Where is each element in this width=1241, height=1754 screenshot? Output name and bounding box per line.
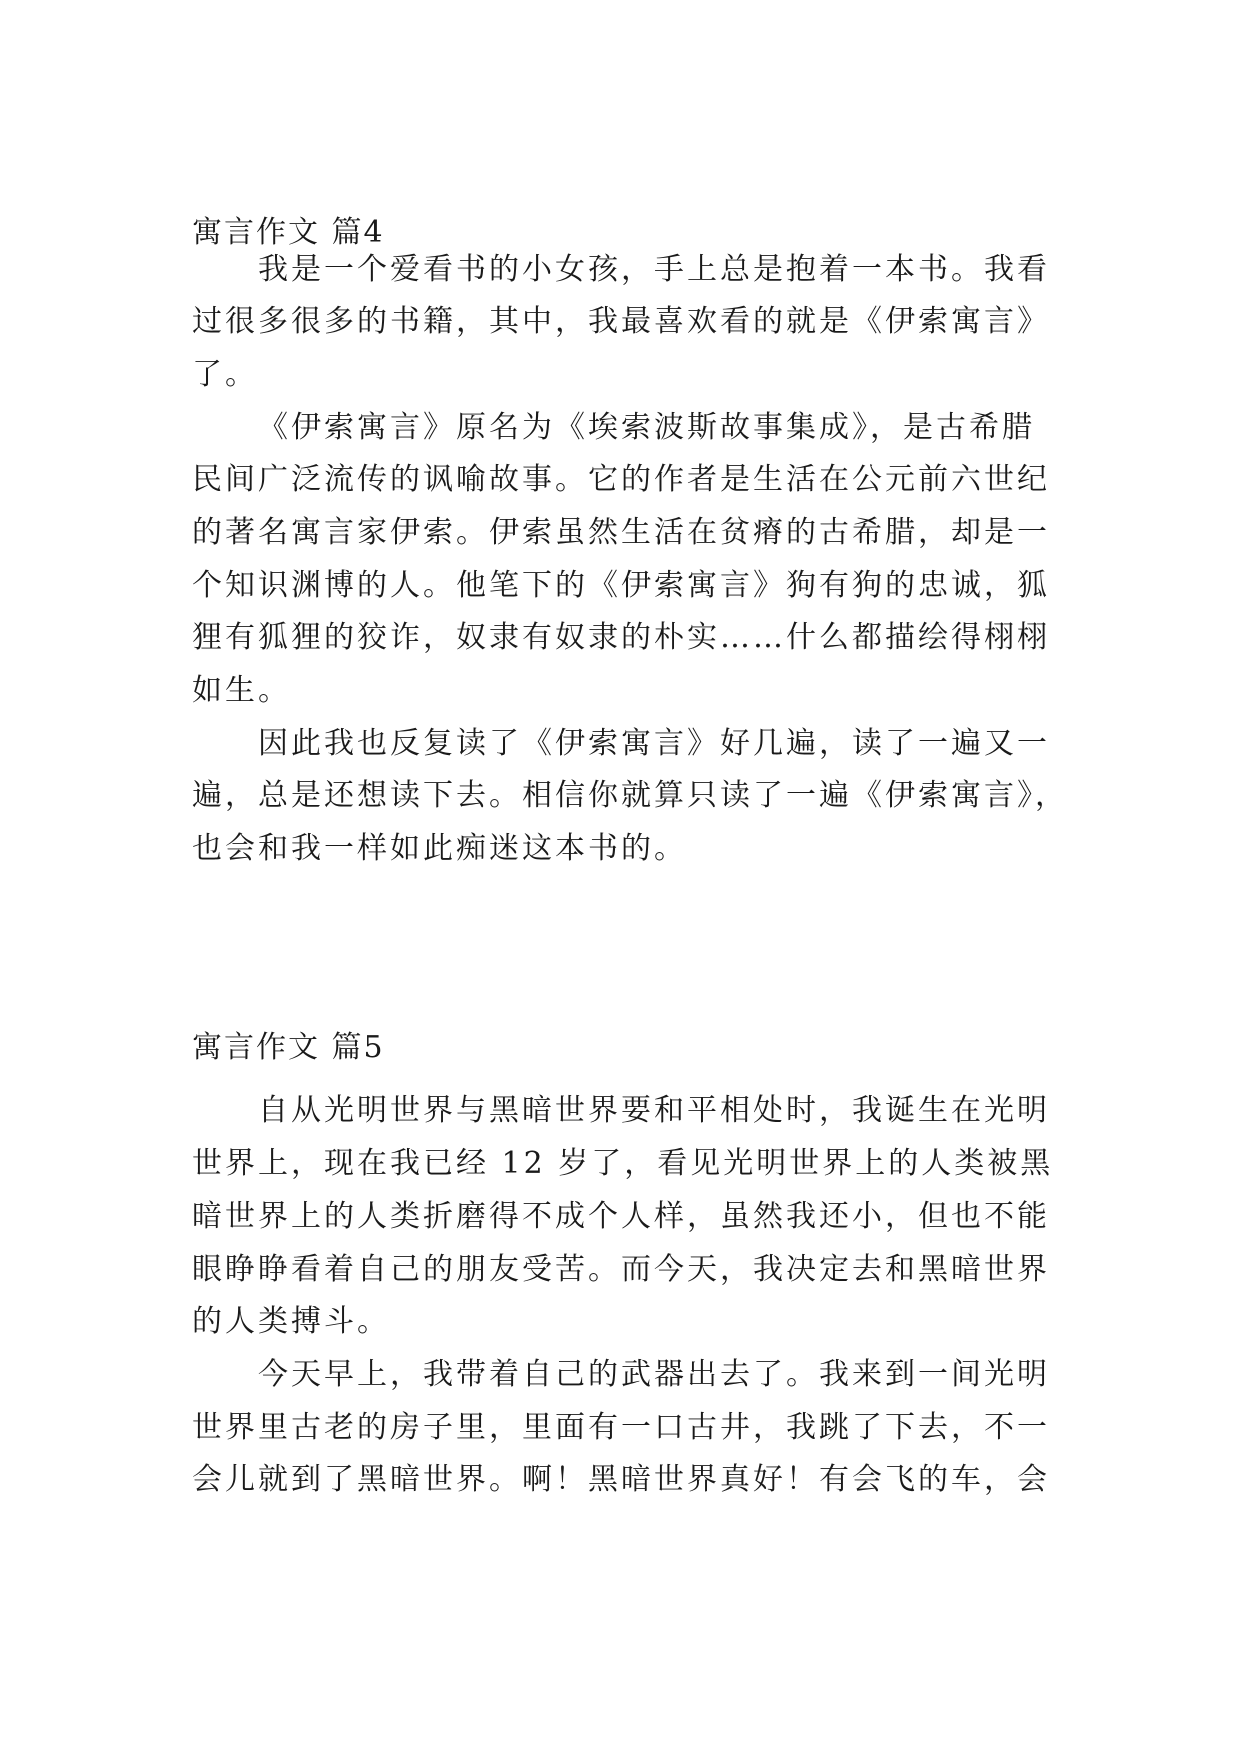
- paragraph-line: 世界里古老的房子里，里面有一口古井，我跳了下去，不一: [192, 1410, 1050, 1445]
- paragraph-line: 了。: [192, 357, 258, 392]
- paragraph-line: 今天早上，我带着自己的武器出去了。我来到一间光明: [258, 1357, 1050, 1392]
- paragraph-line: 世界上，现在我已经 12 岁了，看见光明世界上的人类被黑: [192, 1146, 1054, 1181]
- paragraph-line: 暗世界上的人类折磨得不成个人样，虽然我还小，但也不能: [192, 1199, 1050, 1234]
- paragraph-line: 的人类搏斗。: [192, 1304, 390, 1339]
- article-heading: 寓言作文 篇5: [192, 1030, 385, 1065]
- paragraph-line: 会儿就到了黑暗世界。啊！黑暗世界真好！有会飞的车，会: [192, 1462, 1050, 1497]
- paragraph-line: 也会和我一样如此痴迷这本书的。: [192, 831, 687, 866]
- paragraph-line: 自从光明世界与黑暗世界要和平相处时，我诞生在光明: [258, 1093, 1050, 1128]
- paragraph-line: 如生。: [192, 673, 291, 708]
- paragraph-line: 《伊索寓言》原名为《埃索波斯故事集成》，是古希腊: [258, 410, 1035, 445]
- paragraph-line: 的著名寓言家伊索。伊索虽然生活在贫瘠的古希腊，却是一: [192, 515, 1050, 550]
- article-heading: 寓言作文 篇4: [192, 215, 385, 250]
- paragraph-line: 因此我也反复读了《伊索寓言》好几遍，读了一遍又一: [258, 726, 1050, 761]
- paragraph-line: 个知识渊博的人。他笔下的《伊索寓言》狗有狗的忠诚，狐: [192, 568, 1050, 603]
- paragraph-line: 狸有狐狸的狡诈，奴隶有奴隶的朴实……什么都描绘得栩栩: [192, 620, 1050, 655]
- paragraph-line: 我是一个爱看书的小女孩，手上总是抱着一本书。我看: [258, 252, 1050, 287]
- paragraph-line: 遍，总是还想读下去。相信你就算只读了一遍《伊索寓言》，: [192, 778, 1068, 813]
- paragraph-line: 眼睁睁看着自己的朋友受苦。而今天，我决定去和黑暗世界: [192, 1252, 1050, 1287]
- paragraph-line: 民间广泛流传的讽喻故事。它的作者是生活在公元前六世纪: [192, 462, 1050, 497]
- paragraph-line: 过很多很多的书籍，其中，我最喜欢看的就是《伊索寓言》: [192, 304, 1050, 339]
